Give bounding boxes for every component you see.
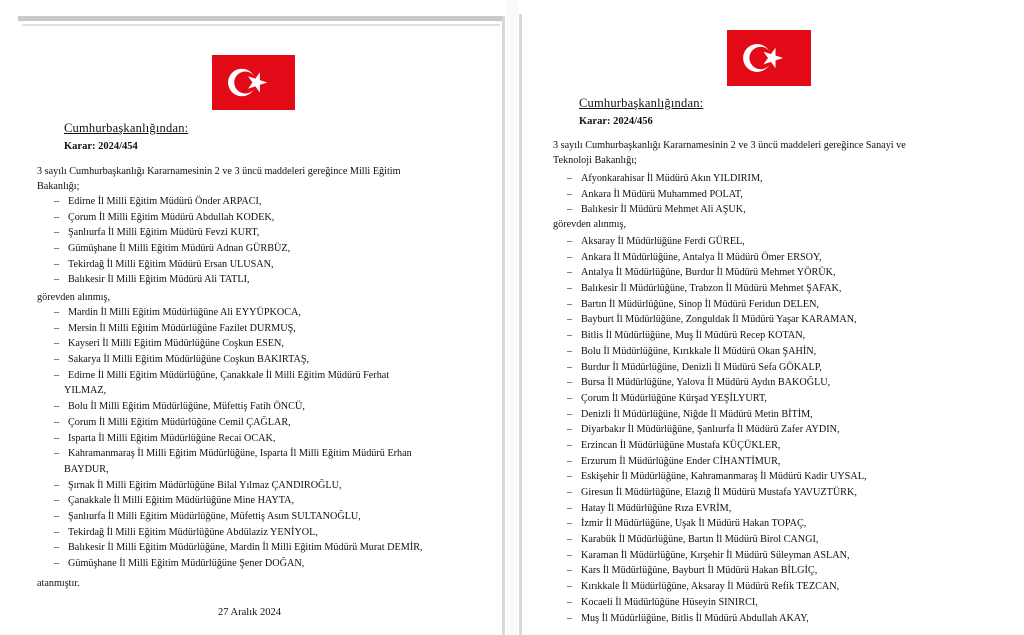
page-edge-shadow <box>502 16 505 635</box>
list-item-text: Şırnak İl Milli Eğitim Müdürlüğüne Bilal Yılmaz ÇANDIROĞLU, <box>68 479 342 491</box>
list-item <box>567 297 1007 313</box>
dash-bullet-icon: – <box>567 283 573 295</box>
list-item-text: Bursa İl Müdürlüğüne, Yalova İl Müdürü Aydın BAKOĞLU, <box>581 377 831 389</box>
list-item-text: Balıkesir İl Müdürü Mehmet Ali AŞUK, <box>581 204 746 216</box>
intro-line: Bakanlığı; <box>37 181 80 193</box>
list-item-text: Kahramanmaraş İl Milli Eğitim Müdürlüğüne, Isparta İl Milli Eğitim Müdürü Erhan <box>68 448 412 460</box>
dash-bullet-icon: – <box>54 307 60 318</box>
list-item <box>567 250 1007 266</box>
list-item <box>54 415 474 431</box>
list-item <box>54 336 474 352</box>
intro-line: 3 sayılı Cumhurbaşkanlığı Kararnamesinin 2 ve 3 üncü maddeleri gereğince Sanayi ve <box>553 140 906 151</box>
list-item-text: Bartın İl Müdürlüğüne, Sinop İl Müdürü Feridun DELEN, <box>581 298 819 310</box>
list-item <box>54 399 474 415</box>
list-item-text: Edirne İl Milli Eğitim Müdürlüğüne, Çanakkale İl Milli Eğitim Müdürü Ferhat <box>68 369 390 381</box>
removed-list <box>567 171 763 218</box>
dash-bullet-icon: – <box>54 558 60 569</box>
list-item <box>54 493 474 509</box>
dash-bullet-icon: – <box>567 361 573 373</box>
dash-bullet-icon: – <box>54 338 60 350</box>
dash-bullet-icon: – <box>567 549 573 561</box>
list-item-text: Bolu İl Müdürlüğüne, Kırıkkale İl Müdürü Okan ŞAHİN, <box>581 345 817 357</box>
dash-bullet-icon: – <box>54 196 60 207</box>
list-item-text: Ankara İl Müdürlüğüne, Antalya İl Müdürü Ömer ERSOY, <box>581 251 822 263</box>
list-item <box>567 171 763 187</box>
dash-bullet-icon: – <box>567 173 573 184</box>
list-item-text: Balıkesir İl Milli Eğitim Müdürü Ali TATLI, <box>68 274 250 286</box>
dash-bullet-icon: – <box>54 274 60 286</box>
list-item-text: İzmir İl Müdürlüğüne, Uşak İl Müdürü Hakan TOPAÇ, <box>581 518 807 530</box>
appointed-list <box>567 234 1007 626</box>
dash-bullet-icon: – <box>54 479 60 491</box>
list-item <box>54 225 290 241</box>
list-item <box>54 431 474 447</box>
dash-bullet-icon: – <box>567 236 573 247</box>
list-item-text: Erzurum İl Müdürlüğüne Ender CİHANTİMUR, <box>581 455 781 467</box>
list-item-text: Kayseri İl Milli Eğitim Müdürlüğüne Coşkun ESEN, <box>68 338 284 350</box>
dash-bullet-icon: – <box>567 204 573 216</box>
list-item <box>567 391 1007 407</box>
dash-bullet-icon: – <box>567 534 573 546</box>
dash-bullet-icon: – <box>567 518 573 530</box>
dash-bullet-icon: – <box>567 439 573 451</box>
list-item-text: Karabük İl Müdürlüğüne, Bartın İl Müdürü Birol CANGI, <box>581 534 819 546</box>
list-item <box>54 556 474 572</box>
page-edge-shadow <box>519 14 522 635</box>
list-item-text: Diyarbakır İl Müdürlüğüne, Şanlıurfa İl Müdürü Zafer AYDIN, <box>581 424 840 436</box>
dash-bullet-icon: – <box>54 354 60 366</box>
dash-bullet-icon: – <box>54 322 60 334</box>
list-item <box>567 548 1007 564</box>
list-item-text: Muş İl Müdürlüğüne, Bitlis İl Müdürü Abdullah AKAY, <box>581 612 809 624</box>
dash-bullet-icon: – <box>54 526 60 538</box>
dash-bullet-icon: – <box>567 502 573 514</box>
list-item-text: Denizli İl Müdürlüğüne, Niğde İl Müdürü Metin BİTİM, <box>581 408 813 420</box>
dash-bullet-icon: – <box>54 510 60 522</box>
list-item <box>54 210 290 226</box>
list-item <box>567 344 1007 360</box>
list-item <box>567 611 1007 627</box>
list-item <box>567 438 1007 454</box>
list-item-text: Giresun İl Müdürlüğüne, Elazığ İl Müdürü Mustafa YAVUZTÜRK, <box>581 487 857 498</box>
dash-bullet-icon: – <box>567 345 573 357</box>
list-item <box>567 234 1007 250</box>
dash-bullet-icon: – <box>567 377 573 389</box>
decree-date: 27 Aralık 2024 <box>218 607 281 618</box>
list-item <box>54 462 474 478</box>
dash-bullet-icon: – <box>567 471 573 483</box>
dash-bullet-icon: – <box>54 227 60 239</box>
dash-bullet-icon: – <box>54 401 60 413</box>
turkish-flag-icon <box>212 55 295 110</box>
dash-bullet-icon: – <box>567 455 573 467</box>
list-item <box>567 375 1007 391</box>
list-item-text: Sakarya İl Milli Eğitim Müdürlüğüne Coşkun BAKIRTAŞ, <box>68 354 310 366</box>
list-item-text: Şanlıurfa İl Milli Eğitim Müdürlüğüne, Müfettiş Asım SULTANOĞLU, <box>68 510 361 522</box>
removed-list <box>54 194 290 288</box>
list-item <box>54 257 290 273</box>
dash-bullet-icon: – <box>567 188 573 200</box>
list-item-text: Çanakkale İl Milli Eğitim Müdürlüğüne Mine HAYTA, <box>68 495 295 507</box>
list-item-text: Çorum İl Milli Eğitim Müdürlüğüne Cemil ÇAĞLAR, <box>68 416 291 428</box>
list-item <box>567 501 1007 517</box>
list-item <box>567 407 1007 423</box>
list-item <box>54 352 474 368</box>
page-title: Cumhurbaşkanlığından: <box>579 96 704 110</box>
dash-bullet-icon: – <box>567 298 573 310</box>
list-item-text: YILMAZ, <box>64 385 107 397</box>
list-item-text: Bolu İl Milli Eğitim Müdürlüğüne, Müfettiş Fatih ÖNCÜ, <box>68 401 305 413</box>
list-item <box>567 516 1007 532</box>
list-item-text: Ankara İl Müdürü Muhammed POLAT, <box>581 188 743 200</box>
list-item-text: Tekirdağ İl Milli Eğitim Müdürlüğüne Abdülaziz YENİYOL, <box>68 526 318 538</box>
list-item-text: Çorum İl Müdürlüğüne Kürşad YEŞİLYURT, <box>581 392 767 404</box>
dash-bullet-icon: – <box>567 330 573 342</box>
list-item <box>567 454 1007 470</box>
turkish-flag-icon <box>727 30 811 86</box>
dash-bullet-icon: – <box>567 612 573 624</box>
dash-bullet-icon: – <box>567 581 573 593</box>
list-item-text: Aksaray İl Müdürlüğüne Ferdi GÜREL, <box>581 236 745 247</box>
list-item-text: Balıkesir İl Müdürlüğüne, Trabzon İl Müdürü Mehmet ŞAFAK, <box>581 283 842 295</box>
list-item <box>567 328 1007 344</box>
list-item-text: Isparta İl Milli Eğitim Müdürlüğüne Recai OCAK, <box>68 432 276 444</box>
list-item <box>54 509 474 525</box>
list-item-text: Çorum İl Milli Eğitim Müdürü Abdullah KODEK, <box>68 211 275 223</box>
list-item <box>567 485 1007 501</box>
list-item-text: Gümüşhane İl Milli Eğitim Müdürü Adnan GÜRBÜZ, <box>68 243 291 255</box>
list-item <box>54 272 290 288</box>
list-item <box>567 360 1007 376</box>
list-item <box>54 525 474 541</box>
list-item-text: Bayburt İl Müdürlüğüne, Zonguldak İl Müdürü Yaşar KARAMAN, <box>581 314 857 326</box>
dash-bullet-icon: – <box>567 314 573 326</box>
dash-bullet-icon: – <box>54 243 60 255</box>
list-item <box>54 540 474 556</box>
decision-number: Karar: 2024/456 <box>579 116 653 127</box>
appointed-label: atanmıştır. <box>37 578 80 589</box>
list-item-text: Bitlis İl Müdürlüğüne, Muş İl Müdürü Recep KOTAN, <box>581 330 806 342</box>
dash-bullet-icon: – <box>567 596 573 608</box>
removed-label: görevden alınmış, <box>553 219 626 230</box>
dash-bullet-icon: – <box>54 448 60 460</box>
dash-bullet-icon: – <box>54 432 60 444</box>
dash-bullet-icon: – <box>54 211 60 223</box>
decision-number: Karar: 2024/454 <box>64 141 138 152</box>
list-item <box>567 579 1007 595</box>
list-item <box>567 202 763 218</box>
intro-paragraph <box>553 138 991 168</box>
list-item-text: Hatay İl Müdürlüğüne Rıza EVRİM, <box>581 502 732 514</box>
list-item <box>54 194 290 210</box>
dash-bullet-icon: – <box>567 392 573 404</box>
page-separator <box>506 0 518 635</box>
list-item-text: Kars İl Müdürlüğüne, Bayburt İl Müdürü Hakan BİLGİÇ, <box>581 565 818 577</box>
list-item-text: Balıkesir İl Milli Eğitim Müdürlüğüne, Mardin İl Milli Eğitim Müdürü Murat DEMİR, <box>68 542 423 554</box>
list-item <box>54 305 474 321</box>
list-item <box>567 281 1007 297</box>
intro-line: Teknoloji Bakanlığı; <box>553 155 637 167</box>
list-item-text: Burdur İl Müdürlüğüne, Denizli İl Müdürü Sefa GÖKALP, <box>581 361 822 373</box>
dash-bullet-icon: – <box>54 542 60 554</box>
list-item-text: Kırıkkale İl Müdürlüğüne, Aksaray İl Müdürü Refik TEZCAN, <box>581 581 840 593</box>
dash-bullet-icon: – <box>567 408 573 420</box>
list-item-text: Karaman İl Müdürlüğüne, Kırşehir İl Müdürü Süleyman ASLAN, <box>581 549 850 561</box>
list-item <box>54 383 474 399</box>
list-item <box>54 241 290 257</box>
dash-bullet-icon: – <box>567 487 573 498</box>
list-item <box>54 478 474 494</box>
list-item-text: Eskişehir İl Müdürlüğüne, Kahramanmaraş İl Müdürü Kadir UYSAL, <box>581 471 867 483</box>
list-item-text: Erzincan İl Müdürlüğüne Mustafa KÜÇÜKLER, <box>581 439 781 451</box>
list-item <box>567 312 1007 328</box>
right-decree-page <box>519 0 1024 635</box>
page-edge-shadow <box>18 16 504 21</box>
page-edge-shadow <box>22 24 500 26</box>
list-item-text: Afyonkarahisar İl Müdürü Akın YILDIRIM, <box>581 173 763 184</box>
list-item-text: Mersin İl Milli Eğitim Müdürlüğüne Fazilet DURMUŞ, <box>68 322 296 334</box>
appointed-list <box>54 305 474 572</box>
list-item-text: Antalya İl Müdürlüğüne, Burdur İl Müdürü Mehmet YÖRÜK, <box>581 267 836 279</box>
list-item-text: Tekirdağ İl Milli Eğitim Müdürü Ersan ULUSAN, <box>68 258 274 270</box>
list-item <box>567 595 1007 611</box>
list-item <box>567 532 1007 548</box>
list-item-text: Kocaeli İl Müdürlüğüne Hüseyin SINIRCI, <box>581 596 758 608</box>
list-item <box>54 368 474 384</box>
dash-bullet-icon: – <box>567 424 573 436</box>
dash-bullet-icon: – <box>54 369 60 381</box>
dash-bullet-icon: – <box>567 565 573 577</box>
list-item <box>567 265 1007 281</box>
page-title: Cumhurbaşkanlığından: <box>64 121 189 135</box>
list-item-text: Mardin İl Milli Eğitim Müdürlüğüne Ali EYYÜPKOCA, <box>68 307 301 318</box>
dash-bullet-icon: – <box>54 258 60 270</box>
list-item <box>567 187 763 203</box>
list-item-text: Edirne İl Milli Eğitim Müdürü Önder ARPACI, <box>68 196 262 207</box>
list-item <box>567 469 1007 485</box>
list-item <box>567 422 1007 438</box>
list-item <box>54 321 474 337</box>
intro-line: 3 sayılı Cumhurbaşkanlığı Kararnamesinin 2 ve 3 üncü maddeleri gereğince Milli Eğitim <box>37 166 401 177</box>
dash-bullet-icon: – <box>567 251 573 263</box>
list-item <box>54 446 474 462</box>
list-item-text: BAYDUR, <box>64 463 109 475</box>
list-item <box>567 563 1007 579</box>
list-item-text: Şanlıurfa İl Milli Eğitim Müdürü Fevzi KURT, <box>68 227 260 239</box>
dash-bullet-icon: – <box>54 416 60 428</box>
dash-bullet-icon: – <box>567 267 573 279</box>
intro-paragraph <box>37 164 473 194</box>
list-item-text: Gümüşhane İl Milli Eğitim Müdürlüğüne Şener DOĞAN, <box>68 558 305 569</box>
dash-bullet-icon: – <box>54 495 60 507</box>
removed-label: görevden alınmış, <box>37 292 110 303</box>
